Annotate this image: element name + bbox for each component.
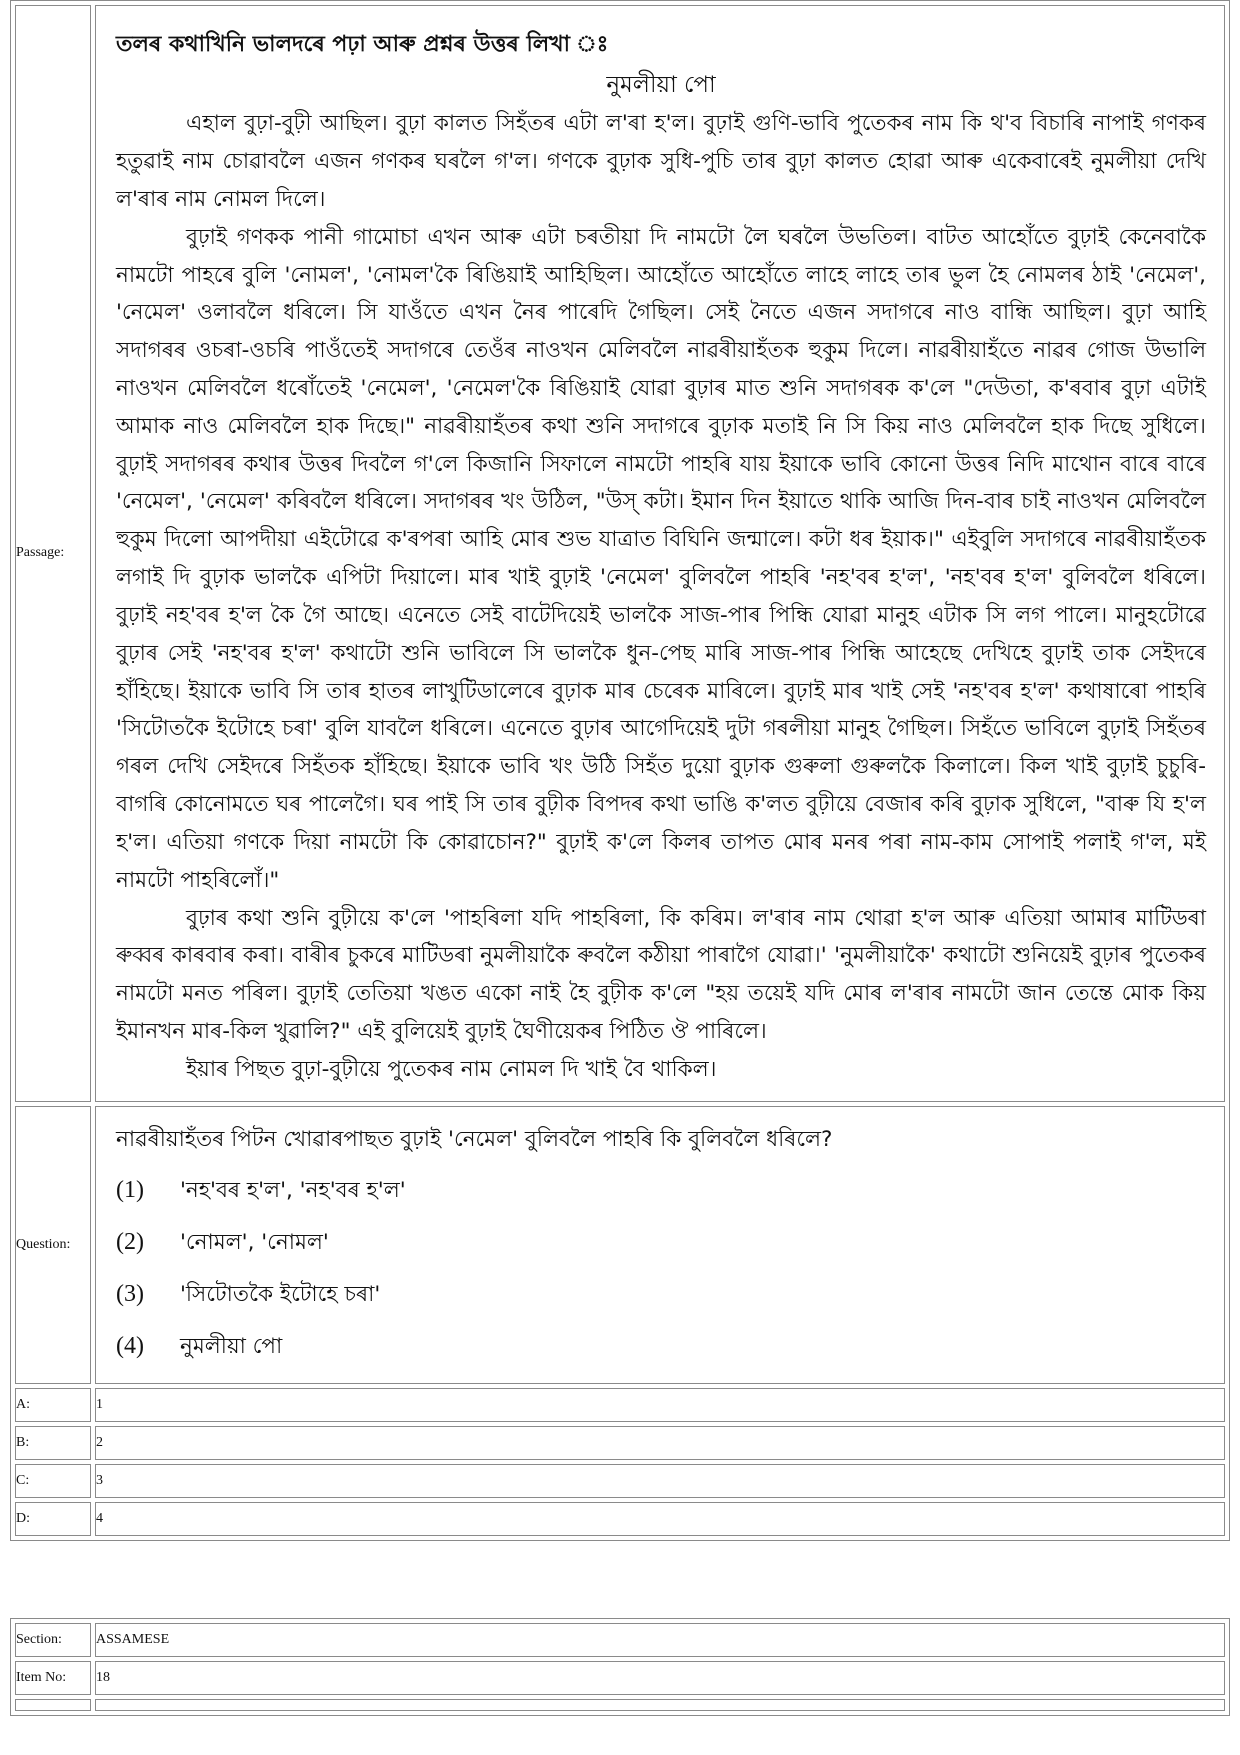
- passage-cell: [95, 5, 1225, 1102]
- option-3-text: 'সিটোতকৈ ইটোহে চৰা': [180, 1282, 381, 1308]
- passage-paragraph-4: ইয়াৰ পিছত বুঢ়া-বুঢ়ীয়ে পুতেকৰ নাম নোমল দি খাই বৈ থাকিল।: [186, 1056, 717, 1082]
- question-table: [10, 0, 1230, 1541]
- answer-d-value: 4: [95, 1502, 1225, 1536]
- answer-b-value: 2: [95, 1426, 1225, 1460]
- answer-d-label: D:: [15, 1502, 91, 1536]
- answer-a-label: A:: [15, 1388, 91, 1422]
- option-4-text: নুমলীয়া পো: [180, 1334, 283, 1360]
- passage-instruction: তলৰ কথাখিনি ভালদৰে পঢ়া আৰু প্ৰশ্নৰ উত্তৰ লিখা ঃ: [116, 32, 609, 57]
- option-2-number: (2): [116, 1228, 144, 1255]
- answer-a-value: 1: [95, 1388, 1225, 1422]
- item-no-row: [15, 1661, 1225, 1695]
- option-2: [116, 1221, 1206, 1263]
- passage-paragraph-2: বুঢ়াই গণকক পানী গামোচা এখন আৰু এটা চৰতীয়া দি নামটো লৈ ঘৰলৈ উভতিল। বাটত আহোঁতে বুঢ়াই কেনেবাকৈ নামটো পাহৰে বুলি 'নোমল', 'নোমল'কৈ ৰিঙিয়াই আহিছিল। আহোঁতে আহোঁতে লাহে লাহে তাৰ ভুল হৈ নোমলৰ ঠাই 'নেমেল', 'নেমেল' ওলাবলৈ ধৰিলে। সি যাওঁতে এখন নৈৰ পাৰেদি গৈছিল। সেই নৈতে এজন সদাগৰে নাও বান্ধি আছিল। বুঢ়া আহি সদাগৰৰ ওচৰা-ওচৰি পাওঁতেই সদাগৰে তেওঁৰ নাওখন মেলিবলৈ নাৱৰীয়াহঁতক হুকুম দিলে। নাৱৰীয়াহঁতে নাৱৰ গোজ উভালি নাওখন মেলিবলৈ ধৰোঁতেই 'নেমেল', 'নেমেল'কৈ ৰিঙিয়াই যোৱা বুঢ়াৰ মাত শুনি সদাগৰক ক'লে "দেউতা, ক'ৰবাৰ বুঢ়া এটাই আমাক নাও মেলিবলৈ হাক দিছে।" নাৱৰীয়াহঁতৰ কথা শুনি সদাগৰে বুঢ়াক মতাই নি সি কিয় নাও মেলিবলৈ হাক দিছে সুধিলে। বুঢ়াই সদাগৰৰ কথাৰ উত্তৰ দিবলৈ গ'লে কিজানি সিফালে নামটো পাহৰি যায় ইয়াকে ভাবি কোনো উত্তৰ নিদি মাথোন বাৰে বাৰে 'নেমেল', 'নেমেল' কৰিবলৈ ধৰিলে। সদাগৰৰ খং উঠিল, "উস্ কটা। ইমান দিন ইয়াতে থাকি আজি দিন-বাৰ চাই নাওখন মেলিবলৈ হুকুম দিলো আপদীয়া এইটোৱে ক'ৰপৰা আহি মোৰ শুভ যাত্ৰাত বিঘিনি জন্মালে। কটা ধৰ ইয়াক।" এইবুলি সদাগৰে নাৱৰীয়াহঁতক লগাই দি বুঢ়াক ভালকৈ এপিটা দিয়ালে। মাৰ খাই বুঢ়াই 'নেমেল' বুলিবলৈ পাহৰি 'নহ'বৰ হ'ল', 'নহ'বৰ হ'ল' বুলিবলৈ ধৰিলে। বুঢ়াই নহ'বৰ হ'ল কৈ গৈ আছে। এনেতে সেই বাটেদিয়েই ভালকৈ সাজ-পাৰ পিন্ধি যোৱা মানুহ এটাক সি লগ পালে। মানুহটোৱে বুঢ়াৰ সেই 'নহ'বৰ হ'ল' কথাটো শুনি ভাবিলে সি ভালকৈ ধুন-পেছ মাৰি সাজ-পাৰ পিন্ধি আহেছে দেখিহে বুঢ়াই তাক সেইদৰে হাঁহিছে। ইয়াকে ভাবি সি তাৰ হাতৰ লাখুটিডালেৰে বুঢ়াক মাৰ চেৰেক মাৰিলে। বুঢ়াই মাৰ খাই সেই 'নহ'বৰ হ'ল' কথাষাৰো পাহৰি 'সিটোতকৈ ইটোহে চৰা' বুলি যাবলৈ ধৰিলে। এনেতে বুঢ়াৰ আগেদিয়েই দুটা গৰলীয়া মানুহ গৈছিল। সিহঁতে ভাবিলে বুঢ়াই সিহঁতৰ গৰল দেখি সেইদৰে সিহঁতক হাঁহিছে। ইয়াকে ভাবি খং উঠি সিহঁত দুয়ো বুঢ়াক গুৰুলা গুৰুলকৈ কিলালে। কিল খাই বুঢ়াই চুচুৰি-বাগৰি কোনোমতে ঘৰ পালেগৈ। ঘৰ পাই সি তাৰ বুঢ়ীক বিপদৰ কথা ভাঙি ক'লত বুঢ়ীয়ে বেজাৰ কৰি বুঢ়াক সুধিলে, "বাৰু যি হ'ল হ'ল। এতিয়া গণকে দিয়া নামটো কি কোৱাচোন?" বুঢ়াই ক'লে কিলৰ তাপত মোৰ মনৰ পৰা নাম-কাম সোপাই পলাই গ'ল, মই নামটো পাহৰিলোঁ।": [116, 224, 1206, 893]
- next-row-label-cell: [15, 1699, 91, 1711]
- answer-b-label: B:: [15, 1426, 91, 1460]
- passage-paragraph-3: বুঢ়াৰ কথা শুনি বুঢ়ীয়ে ক'লে 'পাহৰিলা যদি পাহৰিলা, কি কৰিম। ল'ৰাৰ নাম থোৱা হ'ল আৰু এতিয়া আমাৰ মাটিডৰা ৰুব্বৰ কাৰবাৰ কৰা। বাৰীৰ চুকৰে মাটিডৰা নুমলীয়াকৈ ৰুবলৈ কঠীয়া পাৰাগৈ যোৱা।' 'নুমলীয়াকৈ' কথাটো শুনিয়েই বুঢ়াৰ পুতেকৰ নামটো মনত পৰিল। বুঢ়াই তেতিয়া খঙত একো নাই হৈ বুঢ়ীক ক'লে "হয় তয়েই যদি মোৰ ল'ৰাৰ নামটো জান তেন্তে মোক কিয় ইমানখন মাৰ-কিল খুৱালি?" এই বুলিয়েই বুঢ়াই ঘৈণীয়েকৰ পিঠিত ঔ পাৰিলে।: [116, 905, 1206, 1045]
- passage-paragraph-1: এহাল বুঢ়া-বুঢ়ী আছিল। বুঢ়া কালত সিহঁতৰ এটা ল'ৰা হ'ল। বুঢ়াই গুণি-ভাবি পুতেকৰ নাম কি থ'ব বিচাৰি নাপাই গণকৰ হতুৱাই নাম চোৱাবলৈ এজন গণকৰ ঘৰলৈ গ'ল। গণকে বুঢ়াক সুধি-পুচি তাৰ বুঢ়া কালত হোৱা আৰু একেবাৰেই নুমলীয়া দেখি ল'ৰাৰ নাম নোমল দিলে।: [116, 111, 1206, 212]
- option-4-number: (4): [116, 1333, 144, 1360]
- question-label: Question:: [15, 1106, 91, 1385]
- section-label: Section:: [15, 1623, 91, 1657]
- option-4: [116, 1325, 1206, 1367]
- item-no-label: Item No:: [15, 1661, 91, 1695]
- section-value: ASSAMESE: [95, 1623, 1225, 1657]
- next-row-value-cell: [95, 1699, 1225, 1711]
- passage-row: [15, 5, 1225, 1102]
- passage-title: নুমলীয়া পো: [606, 71, 716, 98]
- answer-row-d: [15, 1502, 1225, 1536]
- question-text: নাৱৰীয়াহঁতৰ পিটন খোৱাৰপাছত বুঢ়াই 'নেমেল' বুলিবলৈ পাহৰি কি বুলিবলৈ ধৰিলে?: [116, 1126, 833, 1152]
- question-row: [15, 1106, 1225, 1385]
- answer-c-value: 3: [95, 1464, 1225, 1498]
- answer-row-b: [15, 1426, 1225, 1460]
- answer-row-c: [15, 1464, 1225, 1498]
- option-2-text: 'নোমল', 'নোমল': [180, 1229, 329, 1255]
- option-3: [116, 1273, 1206, 1315]
- answer-c-label: C:: [15, 1464, 91, 1498]
- section-row: [15, 1623, 1225, 1657]
- answer-row-a: [15, 1388, 1225, 1422]
- option-1-text: 'নহ'বৰ হ'ল', 'নহ'বৰ হ'ল': [180, 1177, 406, 1203]
- question-cell: [95, 1106, 1225, 1385]
- option-1: [116, 1169, 1206, 1211]
- item-no-value: 18: [95, 1661, 1225, 1695]
- option-3-number: (3): [116, 1281, 144, 1308]
- meta-table: [10, 1618, 1230, 1716]
- next-row-partial: [15, 1699, 1225, 1711]
- option-1-number: (1): [116, 1176, 144, 1203]
- passage-label: Passage:: [15, 5, 91, 1102]
